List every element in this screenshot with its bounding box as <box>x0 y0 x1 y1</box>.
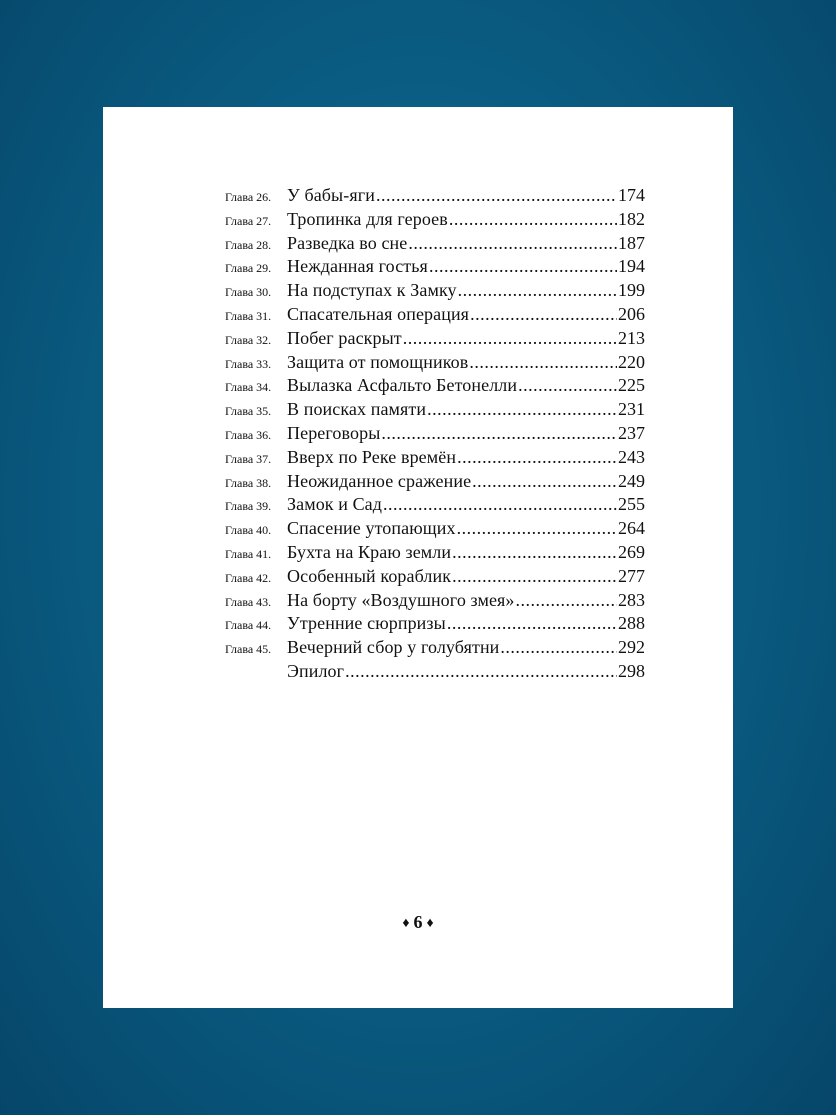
toc-entry <box>225 494 645 518</box>
chapter-label: Глава 40. <box>225 523 272 538</box>
chapter-label: Глава 26. <box>225 190 272 204</box>
page-number: 199 <box>618 280 645 301</box>
chapter-title: Спасательная операция <box>287 303 470 324</box>
dot-leader <box>516 590 617 611</box>
dot-leader <box>381 423 617 444</box>
toc-entry <box>225 233 645 257</box>
page-number: 255 <box>618 494 645 515</box>
chapter-title: В поисках памяти <box>287 399 427 420</box>
chapter-label: Глава 41. <box>225 546 272 561</box>
page-number: 288 <box>618 613 645 634</box>
table-of-contents <box>225 185 645 685</box>
toc-entry <box>225 304 645 328</box>
toc-entry <box>225 590 645 614</box>
chapter-title: Тропинка для героев <box>287 208 448 229</box>
chapter-label: Глава 30. <box>225 285 272 300</box>
chapter-label: Глава 27. <box>225 213 272 228</box>
chapter-title: Вылазка Асфальто Бетонелли <box>287 375 518 396</box>
toc-entry-epilogue <box>225 661 645 685</box>
toc-entry <box>225 352 645 376</box>
chapter-label: Глава 28. <box>225 237 272 252</box>
toc-entry <box>225 637 645 661</box>
page-number: 187 <box>618 232 645 253</box>
chapter-label: Глава 45. <box>225 642 272 657</box>
chapter-label: Глава 35. <box>225 404 272 419</box>
chapter-label: Глава 44. <box>225 618 272 633</box>
chapter-label: Глава 39. <box>225 499 272 514</box>
dot-leader <box>383 494 617 515</box>
chapter-label: Глава 32. <box>225 332 272 347</box>
toc-entry <box>225 471 645 495</box>
dot-leader <box>452 566 617 587</box>
chapter-label: Глава 36. <box>225 427 272 442</box>
chapter-title: Вечерний сбор у голубятни <box>287 637 500 658</box>
chapter-title: Нежданная гостья <box>287 256 428 277</box>
page-number: 298 <box>618 660 645 681</box>
page-number: 174 <box>618 185 645 205</box>
page-number: 194 <box>618 256 645 277</box>
page-number: 225 <box>618 375 645 396</box>
toc-entry <box>225 280 645 304</box>
toc-entry <box>225 375 645 399</box>
page-number: 231 <box>618 399 645 420</box>
toc-entry <box>225 328 645 352</box>
toc-entry <box>225 399 645 423</box>
dot-leader <box>403 328 617 349</box>
chapter-title: Переговоры <box>287 422 381 443</box>
toc-entry <box>225 566 645 590</box>
chapter-title: На борту «Воздушного змея» <box>287 589 515 610</box>
toc-entry <box>225 423 645 447</box>
chapter-label: Глава 43. <box>225 594 272 609</box>
page-number: 264 <box>618 518 645 539</box>
page-number: 292 <box>618 637 645 658</box>
dot-leader <box>518 375 617 396</box>
chapter-title: Спасение утопающих <box>287 518 456 539</box>
chapter-label: Глава 33. <box>225 356 272 371</box>
chapter-title: Бухта на Краю земли <box>287 541 452 562</box>
chapter-label: Глава 42. <box>225 570 272 585</box>
chapter-label: Глава 29. <box>225 261 272 276</box>
dot-leader <box>408 233 617 254</box>
dot-leader <box>449 209 617 230</box>
dot-leader <box>500 637 617 658</box>
toc-entry <box>225 542 645 566</box>
chapter-title: У бабы-яги <box>287 185 375 205</box>
page-footer <box>103 912 733 933</box>
chapter-title: Защита от помощников <box>287 351 469 372</box>
diamond-ornament-icon: ♦ <box>426 916 434 931</box>
toc-entry <box>225 185 645 209</box>
page-number: 243 <box>618 446 645 467</box>
page-number: 182 <box>618 208 645 229</box>
page-number: 269 <box>618 541 645 562</box>
toc-entry <box>225 209 645 233</box>
page-number: 206 <box>618 303 645 324</box>
dot-leader <box>457 447 617 468</box>
diamond-ornament-icon: ♦ <box>402 916 410 931</box>
dot-leader <box>458 280 617 301</box>
page-number: 220 <box>618 351 645 372</box>
chapter-label: Глава 37. <box>225 451 272 466</box>
toc-entry <box>225 256 645 280</box>
page-number: 213 <box>618 327 645 348</box>
toc-entry <box>225 613 645 637</box>
dot-leader <box>470 304 617 325</box>
footer-page-number: 6 <box>413 912 423 932</box>
dot-leader <box>376 185 617 206</box>
toc-entry <box>225 518 645 542</box>
dot-leader <box>452 542 617 563</box>
dot-leader <box>429 256 617 277</box>
chapter-title: На подступах к Замку <box>287 280 457 301</box>
dot-leader <box>472 471 617 492</box>
page-number: 237 <box>618 422 645 443</box>
chapter-title: Утренние сюрпризы <box>287 613 446 634</box>
dot-leader <box>469 352 617 373</box>
chapter-title: Замок и Сад <box>287 494 383 515</box>
page-number: 249 <box>618 470 645 491</box>
chapter-title: Неожиданное сражение <box>287 470 472 491</box>
chapter-title: Побег раскрыт <box>287 327 402 348</box>
dot-leader <box>447 613 617 634</box>
toc-entry <box>225 447 645 471</box>
dot-leader <box>457 518 617 539</box>
chapter-label: Глава 34. <box>225 380 272 395</box>
chapter-title: Разведка во сне <box>287 232 408 253</box>
page-number: 283 <box>618 589 645 610</box>
chapter-title: Эпилог <box>287 660 345 681</box>
book-page <box>103 107 733 1008</box>
page-number: 277 <box>618 565 645 586</box>
chapter-label: Глава 38. <box>225 475 272 490</box>
dot-leader <box>345 661 617 682</box>
chapter-title: Вверх по Реке времён <box>287 446 457 467</box>
dot-leader <box>427 399 617 420</box>
chapter-title: Особенный кораблик <box>287 565 452 586</box>
chapter-label: Глава 31. <box>225 308 272 323</box>
